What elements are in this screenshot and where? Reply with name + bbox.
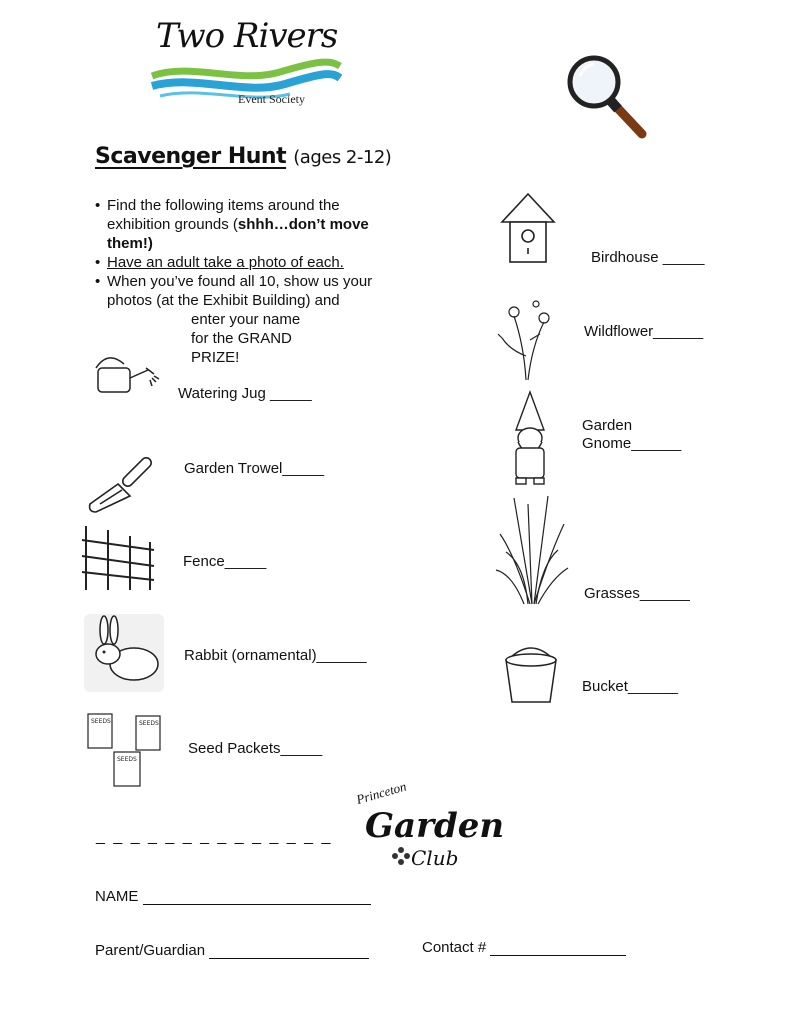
item-fence: Fence_____: [183, 553, 267, 570]
logo-subtitle: Event Society: [238, 92, 305, 106]
item-garden-gnome-line2: Gnome______: [582, 435, 682, 452]
rabbit-icon: [84, 614, 164, 692]
page-title: [95, 144, 391, 169]
grass-icon: [494, 494, 570, 606]
garden-club-logo: [354, 778, 505, 872]
instructions: [93, 196, 403, 367]
flower-icon: [391, 846, 411, 866]
gnome-icon: [498, 390, 562, 488]
contact-label: Contact #: [422, 939, 487, 956]
logo-title: Two Rivers: [156, 16, 338, 56]
instruction-2: • Have an adult take a photo of each.: [93, 253, 403, 272]
seed-label-1: SEEDS: [91, 718, 111, 725]
item-wildflower: Wildflower______: [584, 323, 704, 340]
item-rabbit: Rabbit (ornamental)______: [184, 647, 367, 664]
seed-label-3: SEEDS: [117, 756, 137, 763]
title-ages: (ages 2-12): [293, 147, 392, 168]
parent-label: Parent/Guardian: [95, 942, 206, 959]
name-blank[interactable]: [143, 890, 371, 905]
instruction-1: • Find the following items around the exhibition grounds (shhh…don’t move them!): [93, 196, 403, 253]
title-main: Scavenger Hunt: [95, 144, 287, 169]
item-grasses: Grasses______: [584, 585, 690, 602]
name-label: NAME: [95, 888, 139, 905]
seed-label-2: SEEDS: [139, 720, 159, 727]
watering-can-icon: [88, 348, 162, 402]
contact-blank[interactable]: [490, 941, 626, 956]
club-bottom-text: Club: [411, 846, 459, 870]
club-top-text: Princeton: [354, 778, 409, 808]
parent-field[interactable]: [95, 942, 369, 959]
magnifying-glass-icon: [566, 54, 650, 140]
item-watering-jug: Watering Jug _____: [178, 385, 312, 402]
item-bucket: Bucket______: [582, 678, 678, 695]
signature-dashes: _ _ _ _ _ _ _ _ _ _ _ _ _ _: [96, 828, 333, 845]
item-garden-gnome-line1: Garden: [582, 417, 633, 434]
instruction-3: • When you’ve found all 10, show us your photos (at the Exhibit Building) and enter your name for the GRAND PRIZE!: [93, 272, 403, 367]
contact-field[interactable]: [422, 939, 626, 956]
birdhouse-icon: [484, 186, 574, 270]
club-mid-text: Garden: [365, 806, 505, 846]
item-birdhouse: Birdhouse _____: [591, 249, 705, 266]
bucket-icon: [500, 644, 562, 706]
item-garden-trowel: Garden Trowel_____: [184, 460, 325, 477]
two-rivers-logo: [150, 14, 342, 122]
wildflower-icon: [496, 296, 560, 382]
trowel-icon: [86, 450, 168, 518]
seed-packets-icon: [86, 712, 172, 790]
fence-icon: [80, 522, 156, 594]
parent-blank[interactable]: [209, 944, 369, 959]
name-field[interactable]: [95, 888, 371, 905]
item-seed-packets: Seed Packets_____: [188, 740, 323, 757]
